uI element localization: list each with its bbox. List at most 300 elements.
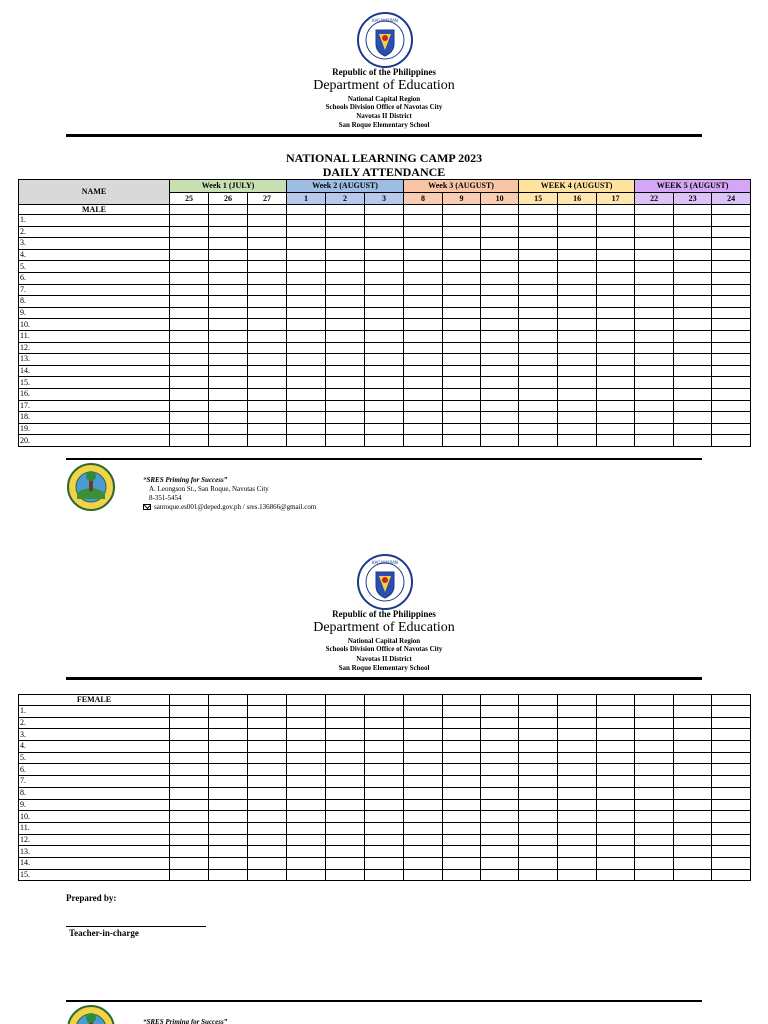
- attendance-cell[interactable]: [712, 435, 751, 447]
- attendance-cell[interactable]: [558, 706, 597, 718]
- attendance-cell[interactable]: [597, 776, 635, 788]
- attendance-cell[interactable]: [170, 729, 209, 741]
- attendance-cell[interactable]: [326, 377, 365, 389]
- attendance-cell[interactable]: [712, 365, 751, 377]
- attendance-cell[interactable]: [443, 846, 481, 858]
- attendance-cell[interactable]: [558, 776, 597, 788]
- attendance-cell[interactable]: [558, 811, 597, 823]
- attendance-cell[interactable]: [674, 741, 712, 753]
- attendance-cell[interactable]: [635, 423, 674, 435]
- attendance-cell[interactable]: [287, 741, 326, 753]
- attendance-cell[interactable]: [635, 330, 674, 342]
- attendance-cell[interactable]: [443, 377, 481, 389]
- attendance-cell[interactable]: [443, 388, 481, 400]
- attendance-cell[interactable]: [326, 296, 365, 308]
- attendance-cell[interactable]: [674, 249, 712, 261]
- attendance-cell[interactable]: [597, 330, 635, 342]
- attendance-cell[interactable]: [365, 330, 404, 342]
- attendance-cell[interactable]: [674, 261, 712, 273]
- attendance-cell[interactable]: [248, 342, 287, 354]
- attendance-cell[interactable]: [519, 284, 558, 296]
- attendance-cell[interactable]: [712, 787, 751, 799]
- attendance-cell[interactable]: [404, 423, 443, 435]
- attendance-cell[interactable]: [674, 764, 712, 776]
- row-number[interactable]: 2.: [19, 717, 170, 729]
- attendance-cell[interactable]: [248, 400, 287, 412]
- attendance-cell[interactable]: [170, 330, 209, 342]
- attendance-cell[interactable]: [404, 822, 443, 834]
- attendance-cell[interactable]: [170, 822, 209, 834]
- attendance-cell[interactable]: [481, 377, 519, 389]
- attendance-cell[interactable]: [674, 342, 712, 354]
- attendance-cell[interactable]: [170, 717, 209, 729]
- attendance-cell[interactable]: [443, 272, 481, 284]
- attendance-cell[interactable]: [481, 319, 519, 331]
- attendance-cell[interactable]: [712, 238, 751, 250]
- attendance-cell[interactable]: [674, 400, 712, 412]
- attendance-cell[interactable]: [674, 869, 712, 881]
- attendance-cell[interactable]: [326, 706, 365, 718]
- attendance-cell[interactable]: [209, 834, 248, 846]
- attendance-cell[interactable]: [443, 249, 481, 261]
- attendance-cell[interactable]: [443, 400, 481, 412]
- attendance-cell[interactable]: [365, 365, 404, 377]
- attendance-cell[interactable]: [209, 857, 248, 869]
- attendance-cell[interactable]: [443, 238, 481, 250]
- attendance-cell[interactable]: [326, 764, 365, 776]
- attendance-cell[interactable]: [674, 412, 712, 424]
- row-number[interactable]: 11.: [19, 822, 170, 834]
- attendance-cell[interactable]: [365, 319, 404, 331]
- attendance-cell[interactable]: [365, 435, 404, 447]
- attendance-cell[interactable]: [443, 811, 481, 823]
- attendance-cell[interactable]: [209, 249, 248, 261]
- attendance-cell[interactable]: [443, 787, 481, 799]
- attendance-cell[interactable]: [558, 388, 597, 400]
- row-number[interactable]: 7.: [19, 776, 170, 788]
- attendance-cell[interactable]: [209, 296, 248, 308]
- attendance-cell[interactable]: [558, 729, 597, 741]
- attendance-cell[interactable]: [519, 238, 558, 250]
- attendance-cell[interactable]: [365, 822, 404, 834]
- attendance-cell[interactable]: [248, 354, 287, 366]
- attendance-cell[interactable]: [481, 776, 519, 788]
- attendance-cell[interactable]: [519, 272, 558, 284]
- attendance-cell[interactable]: [674, 296, 712, 308]
- attendance-cell[interactable]: [170, 764, 209, 776]
- attendance-cell[interactable]: [597, 787, 635, 799]
- row-number[interactable]: 9.: [19, 799, 170, 811]
- attendance-cell[interactable]: [209, 400, 248, 412]
- attendance-cell[interactable]: [481, 388, 519, 400]
- attendance-cell[interactable]: [481, 284, 519, 296]
- attendance-cell[interactable]: [170, 776, 209, 788]
- attendance-cell[interactable]: [481, 869, 519, 881]
- attendance-cell[interactable]: [597, 365, 635, 377]
- attendance-cell[interactable]: [326, 261, 365, 273]
- attendance-cell[interactable]: [365, 296, 404, 308]
- attendance-cell[interactable]: [443, 435, 481, 447]
- attendance-cell[interactable]: [326, 741, 365, 753]
- attendance-cell[interactable]: [519, 834, 558, 846]
- attendance-cell[interactable]: [597, 249, 635, 261]
- attendance-cell[interactable]: [170, 319, 209, 331]
- attendance-cell[interactable]: [248, 857, 287, 869]
- attendance-cell[interactable]: [443, 423, 481, 435]
- attendance-cell[interactable]: [170, 249, 209, 261]
- attendance-cell[interactable]: [712, 741, 751, 753]
- attendance-cell[interactable]: [404, 787, 443, 799]
- attendance-cell[interactable]: [674, 822, 712, 834]
- attendance-cell[interactable]: [287, 226, 326, 238]
- attendance-cell[interactable]: [443, 284, 481, 296]
- attendance-cell[interactable]: [443, 354, 481, 366]
- row-number[interactable]: 5.: [19, 752, 170, 764]
- attendance-cell[interactable]: [170, 215, 209, 227]
- attendance-cell[interactable]: [558, 330, 597, 342]
- attendance-cell[interactable]: [558, 215, 597, 227]
- attendance-cell[interactable]: [326, 319, 365, 331]
- attendance-cell[interactable]: [287, 330, 326, 342]
- attendance-cell[interactable]: [209, 342, 248, 354]
- attendance-cell[interactable]: [287, 215, 326, 227]
- attendance-cell[interactable]: [365, 729, 404, 741]
- attendance-cell[interactable]: [404, 799, 443, 811]
- attendance-cell[interactable]: [404, 729, 443, 741]
- row-number[interactable]: 8.: [19, 787, 170, 799]
- row-number[interactable]: 11.: [19, 330, 170, 342]
- row-number[interactable]: 12.: [19, 342, 170, 354]
- attendance-cell[interactable]: [248, 319, 287, 331]
- attendance-cell[interactable]: [404, 706, 443, 718]
- attendance-cell[interactable]: [209, 435, 248, 447]
- attendance-cell[interactable]: [597, 400, 635, 412]
- attendance-cell[interactable]: [287, 752, 326, 764]
- attendance-cell[interactable]: [404, 365, 443, 377]
- attendance-cell[interactable]: [597, 342, 635, 354]
- attendance-cell[interactable]: [326, 822, 365, 834]
- attendance-cell[interactable]: [365, 307, 404, 319]
- attendance-cell[interactable]: [635, 811, 674, 823]
- attendance-cell[interactable]: [481, 296, 519, 308]
- attendance-cell[interactable]: [209, 412, 248, 424]
- attendance-cell[interactable]: [635, 319, 674, 331]
- attendance-cell[interactable]: [170, 423, 209, 435]
- attendance-cell[interactable]: [326, 388, 365, 400]
- attendance-cell[interactable]: [481, 764, 519, 776]
- attendance-cell[interactable]: [712, 822, 751, 834]
- attendance-cell[interactable]: [558, 435, 597, 447]
- row-number[interactable]: 15.: [19, 377, 170, 389]
- attendance-cell[interactable]: [365, 811, 404, 823]
- attendance-cell[interactable]: [326, 215, 365, 227]
- attendance-cell[interactable]: [365, 706, 404, 718]
- attendance-cell[interactable]: [248, 729, 287, 741]
- attendance-cell[interactable]: [209, 822, 248, 834]
- attendance-cell[interactable]: [481, 822, 519, 834]
- attendance-cell[interactable]: [365, 377, 404, 389]
- attendance-cell[interactable]: [635, 307, 674, 319]
- attendance-cell[interactable]: [519, 330, 558, 342]
- attendance-cell[interactable]: [712, 729, 751, 741]
- row-number[interactable]: 5.: [19, 261, 170, 273]
- attendance-cell[interactable]: [365, 215, 404, 227]
- attendance-cell[interactable]: [635, 272, 674, 284]
- attendance-cell[interactable]: [635, 365, 674, 377]
- attendance-cell[interactable]: [558, 238, 597, 250]
- attendance-cell[interactable]: [404, 330, 443, 342]
- attendance-cell[interactable]: [365, 226, 404, 238]
- attendance-cell[interactable]: [674, 330, 712, 342]
- attendance-cell[interactable]: [248, 811, 287, 823]
- attendance-cell[interactable]: [519, 741, 558, 753]
- attendance-cell[interactable]: [248, 249, 287, 261]
- attendance-cell[interactable]: [597, 296, 635, 308]
- attendance-cell[interactable]: [170, 752, 209, 764]
- attendance-cell[interactable]: [519, 388, 558, 400]
- row-number[interactable]: 4.: [19, 741, 170, 753]
- attendance-cell[interactable]: [635, 717, 674, 729]
- attendance-cell[interactable]: [326, 776, 365, 788]
- attendance-cell[interactable]: [519, 846, 558, 858]
- attendance-cell[interactable]: [712, 423, 751, 435]
- attendance-cell[interactable]: [558, 261, 597, 273]
- attendance-cell[interactable]: [248, 215, 287, 227]
- attendance-cell[interactable]: [248, 296, 287, 308]
- attendance-cell[interactable]: [674, 423, 712, 435]
- attendance-cell[interactable]: [674, 226, 712, 238]
- attendance-cell[interactable]: [674, 365, 712, 377]
- attendance-cell[interactable]: [519, 342, 558, 354]
- attendance-cell[interactable]: [443, 729, 481, 741]
- attendance-cell[interactable]: [443, 717, 481, 729]
- attendance-cell[interactable]: [287, 284, 326, 296]
- attendance-cell[interactable]: [287, 857, 326, 869]
- attendance-cell[interactable]: [558, 342, 597, 354]
- attendance-cell[interactable]: [365, 272, 404, 284]
- attendance-cell[interactable]: [558, 377, 597, 389]
- attendance-cell[interactable]: [635, 857, 674, 869]
- attendance-cell[interactable]: [481, 365, 519, 377]
- row-number[interactable]: 6.: [19, 764, 170, 776]
- attendance-cell[interactable]: [287, 249, 326, 261]
- row-number[interactable]: 3.: [19, 729, 170, 741]
- attendance-cell[interactable]: [404, 857, 443, 869]
- attendance-cell[interactable]: [326, 330, 365, 342]
- attendance-cell[interactable]: [558, 307, 597, 319]
- attendance-cell[interactable]: [365, 752, 404, 764]
- attendance-cell[interactable]: [597, 307, 635, 319]
- attendance-cell[interactable]: [287, 412, 326, 424]
- attendance-cell[interactable]: [443, 764, 481, 776]
- attendance-cell[interactable]: [481, 354, 519, 366]
- attendance-cell[interactable]: [558, 296, 597, 308]
- attendance-cell[interactable]: [481, 799, 519, 811]
- attendance-cell[interactable]: [287, 261, 326, 273]
- attendance-cell[interactable]: [519, 400, 558, 412]
- attendance-cell[interactable]: [519, 215, 558, 227]
- attendance-cell[interactable]: [519, 365, 558, 377]
- attendance-cell[interactable]: [635, 400, 674, 412]
- attendance-cell[interactable]: [326, 799, 365, 811]
- attendance-cell[interactable]: [597, 238, 635, 250]
- attendance-cell[interactable]: [712, 388, 751, 400]
- attendance-cell[interactable]: [481, 307, 519, 319]
- attendance-cell[interactable]: [597, 272, 635, 284]
- attendance-cell[interactable]: [597, 869, 635, 881]
- attendance-cell[interactable]: [404, 354, 443, 366]
- attendance-cell[interactable]: [365, 776, 404, 788]
- attendance-cell[interactable]: [365, 764, 404, 776]
- attendance-cell[interactable]: [597, 319, 635, 331]
- attendance-cell[interactable]: [287, 272, 326, 284]
- attendance-cell[interactable]: [287, 869, 326, 881]
- attendance-cell[interactable]: [443, 412, 481, 424]
- attendance-cell[interactable]: [519, 857, 558, 869]
- attendance-cell[interactable]: [209, 238, 248, 250]
- attendance-cell[interactable]: [674, 354, 712, 366]
- attendance-cell[interactable]: [635, 435, 674, 447]
- attendance-cell[interactable]: [635, 238, 674, 250]
- attendance-cell[interactable]: [248, 284, 287, 296]
- attendance-cell[interactable]: [443, 776, 481, 788]
- attendance-cell[interactable]: [170, 226, 209, 238]
- attendance-cell[interactable]: [481, 249, 519, 261]
- attendance-cell[interactable]: [635, 296, 674, 308]
- attendance-cell[interactable]: [287, 319, 326, 331]
- attendance-cell[interactable]: [558, 717, 597, 729]
- attendance-cell[interactable]: [170, 284, 209, 296]
- attendance-cell[interactable]: [712, 834, 751, 846]
- attendance-cell[interactable]: [404, 342, 443, 354]
- attendance-cell[interactable]: [519, 869, 558, 881]
- attendance-cell[interactable]: [519, 307, 558, 319]
- attendance-cell[interactable]: [248, 226, 287, 238]
- attendance-cell[interactable]: [558, 319, 597, 331]
- attendance-cell[interactable]: [170, 296, 209, 308]
- attendance-cell[interactable]: [635, 764, 674, 776]
- attendance-cell[interactable]: [287, 342, 326, 354]
- attendance-cell[interactable]: [170, 365, 209, 377]
- attendance-cell[interactable]: [365, 284, 404, 296]
- attendance-cell[interactable]: [519, 787, 558, 799]
- row-number[interactable]: 2.: [19, 226, 170, 238]
- attendance-cell[interactable]: [209, 226, 248, 238]
- attendance-cell[interactable]: [209, 307, 248, 319]
- attendance-cell[interactable]: [404, 435, 443, 447]
- attendance-cell[interactable]: [404, 215, 443, 227]
- row-number[interactable]: 10.: [19, 319, 170, 331]
- attendance-cell[interactable]: [404, 238, 443, 250]
- attendance-cell[interactable]: [597, 706, 635, 718]
- attendance-cell[interactable]: [287, 846, 326, 858]
- attendance-cell[interactable]: [597, 717, 635, 729]
- attendance-cell[interactable]: [365, 261, 404, 273]
- attendance-cell[interactable]: [519, 435, 558, 447]
- row-number[interactable]: 9.: [19, 307, 170, 319]
- attendance-cell[interactable]: [635, 846, 674, 858]
- attendance-cell[interactable]: [404, 319, 443, 331]
- attendance-cell[interactable]: [248, 261, 287, 273]
- attendance-cell[interactable]: [597, 412, 635, 424]
- attendance-cell[interactable]: [674, 377, 712, 389]
- attendance-cell[interactable]: [209, 811, 248, 823]
- attendance-cell[interactable]: [287, 307, 326, 319]
- attendance-cell[interactable]: [248, 435, 287, 447]
- attendance-cell[interactable]: [635, 261, 674, 273]
- attendance-cell[interactable]: [712, 330, 751, 342]
- attendance-cell[interactable]: [248, 764, 287, 776]
- attendance-cell[interactable]: [365, 238, 404, 250]
- attendance-cell[interactable]: [519, 319, 558, 331]
- attendance-cell[interactable]: [170, 834, 209, 846]
- attendance-cell[interactable]: [674, 388, 712, 400]
- attendance-cell[interactable]: [326, 752, 365, 764]
- attendance-cell[interactable]: [404, 764, 443, 776]
- attendance-cell[interactable]: [635, 226, 674, 238]
- attendance-cell[interactable]: [287, 238, 326, 250]
- attendance-cell[interactable]: [635, 342, 674, 354]
- attendance-cell[interactable]: [170, 787, 209, 799]
- attendance-cell[interactable]: [519, 226, 558, 238]
- attendance-cell[interactable]: [558, 857, 597, 869]
- attendance-cell[interactable]: [326, 354, 365, 366]
- attendance-cell[interactable]: [404, 717, 443, 729]
- attendance-cell[interactable]: [170, 354, 209, 366]
- attendance-cell[interactable]: [326, 400, 365, 412]
- attendance-cell[interactable]: [248, 377, 287, 389]
- attendance-cell[interactable]: [326, 834, 365, 846]
- attendance-cell[interactable]: [365, 423, 404, 435]
- attendance-cell[interactable]: [365, 846, 404, 858]
- attendance-cell[interactable]: [287, 811, 326, 823]
- attendance-cell[interactable]: [712, 377, 751, 389]
- attendance-cell[interactable]: [209, 752, 248, 764]
- attendance-cell[interactable]: [597, 846, 635, 858]
- attendance-cell[interactable]: [326, 846, 365, 858]
- attendance-cell[interactable]: [481, 846, 519, 858]
- attendance-cell[interactable]: [674, 776, 712, 788]
- attendance-cell[interactable]: [170, 272, 209, 284]
- attendance-cell[interactable]: [712, 857, 751, 869]
- row-number[interactable]: 1.: [19, 215, 170, 227]
- attendance-cell[interactable]: [712, 342, 751, 354]
- attendance-cell[interactable]: [248, 272, 287, 284]
- attendance-cell[interactable]: [443, 215, 481, 227]
- attendance-cell[interactable]: [209, 423, 248, 435]
- attendance-cell[interactable]: [443, 834, 481, 846]
- attendance-cell[interactable]: [365, 342, 404, 354]
- attendance-cell[interactable]: [248, 330, 287, 342]
- attendance-cell[interactable]: [326, 307, 365, 319]
- attendance-cell[interactable]: [170, 238, 209, 250]
- attendance-cell[interactable]: [635, 706, 674, 718]
- attendance-cell[interactable]: [712, 215, 751, 227]
- attendance-cell[interactable]: [635, 776, 674, 788]
- attendance-cell[interactable]: [558, 226, 597, 238]
- attendance-cell[interactable]: [712, 272, 751, 284]
- attendance-cell[interactable]: [209, 869, 248, 881]
- attendance-cell[interactable]: [635, 799, 674, 811]
- attendance-cell[interactable]: [558, 284, 597, 296]
- attendance-cell[interactable]: [209, 717, 248, 729]
- row-number[interactable]: 3.: [19, 238, 170, 250]
- attendance-cell[interactable]: [170, 799, 209, 811]
- attendance-cell[interactable]: [170, 846, 209, 858]
- attendance-cell[interactable]: [404, 869, 443, 881]
- attendance-cell[interactable]: [674, 319, 712, 331]
- attendance-cell[interactable]: [287, 435, 326, 447]
